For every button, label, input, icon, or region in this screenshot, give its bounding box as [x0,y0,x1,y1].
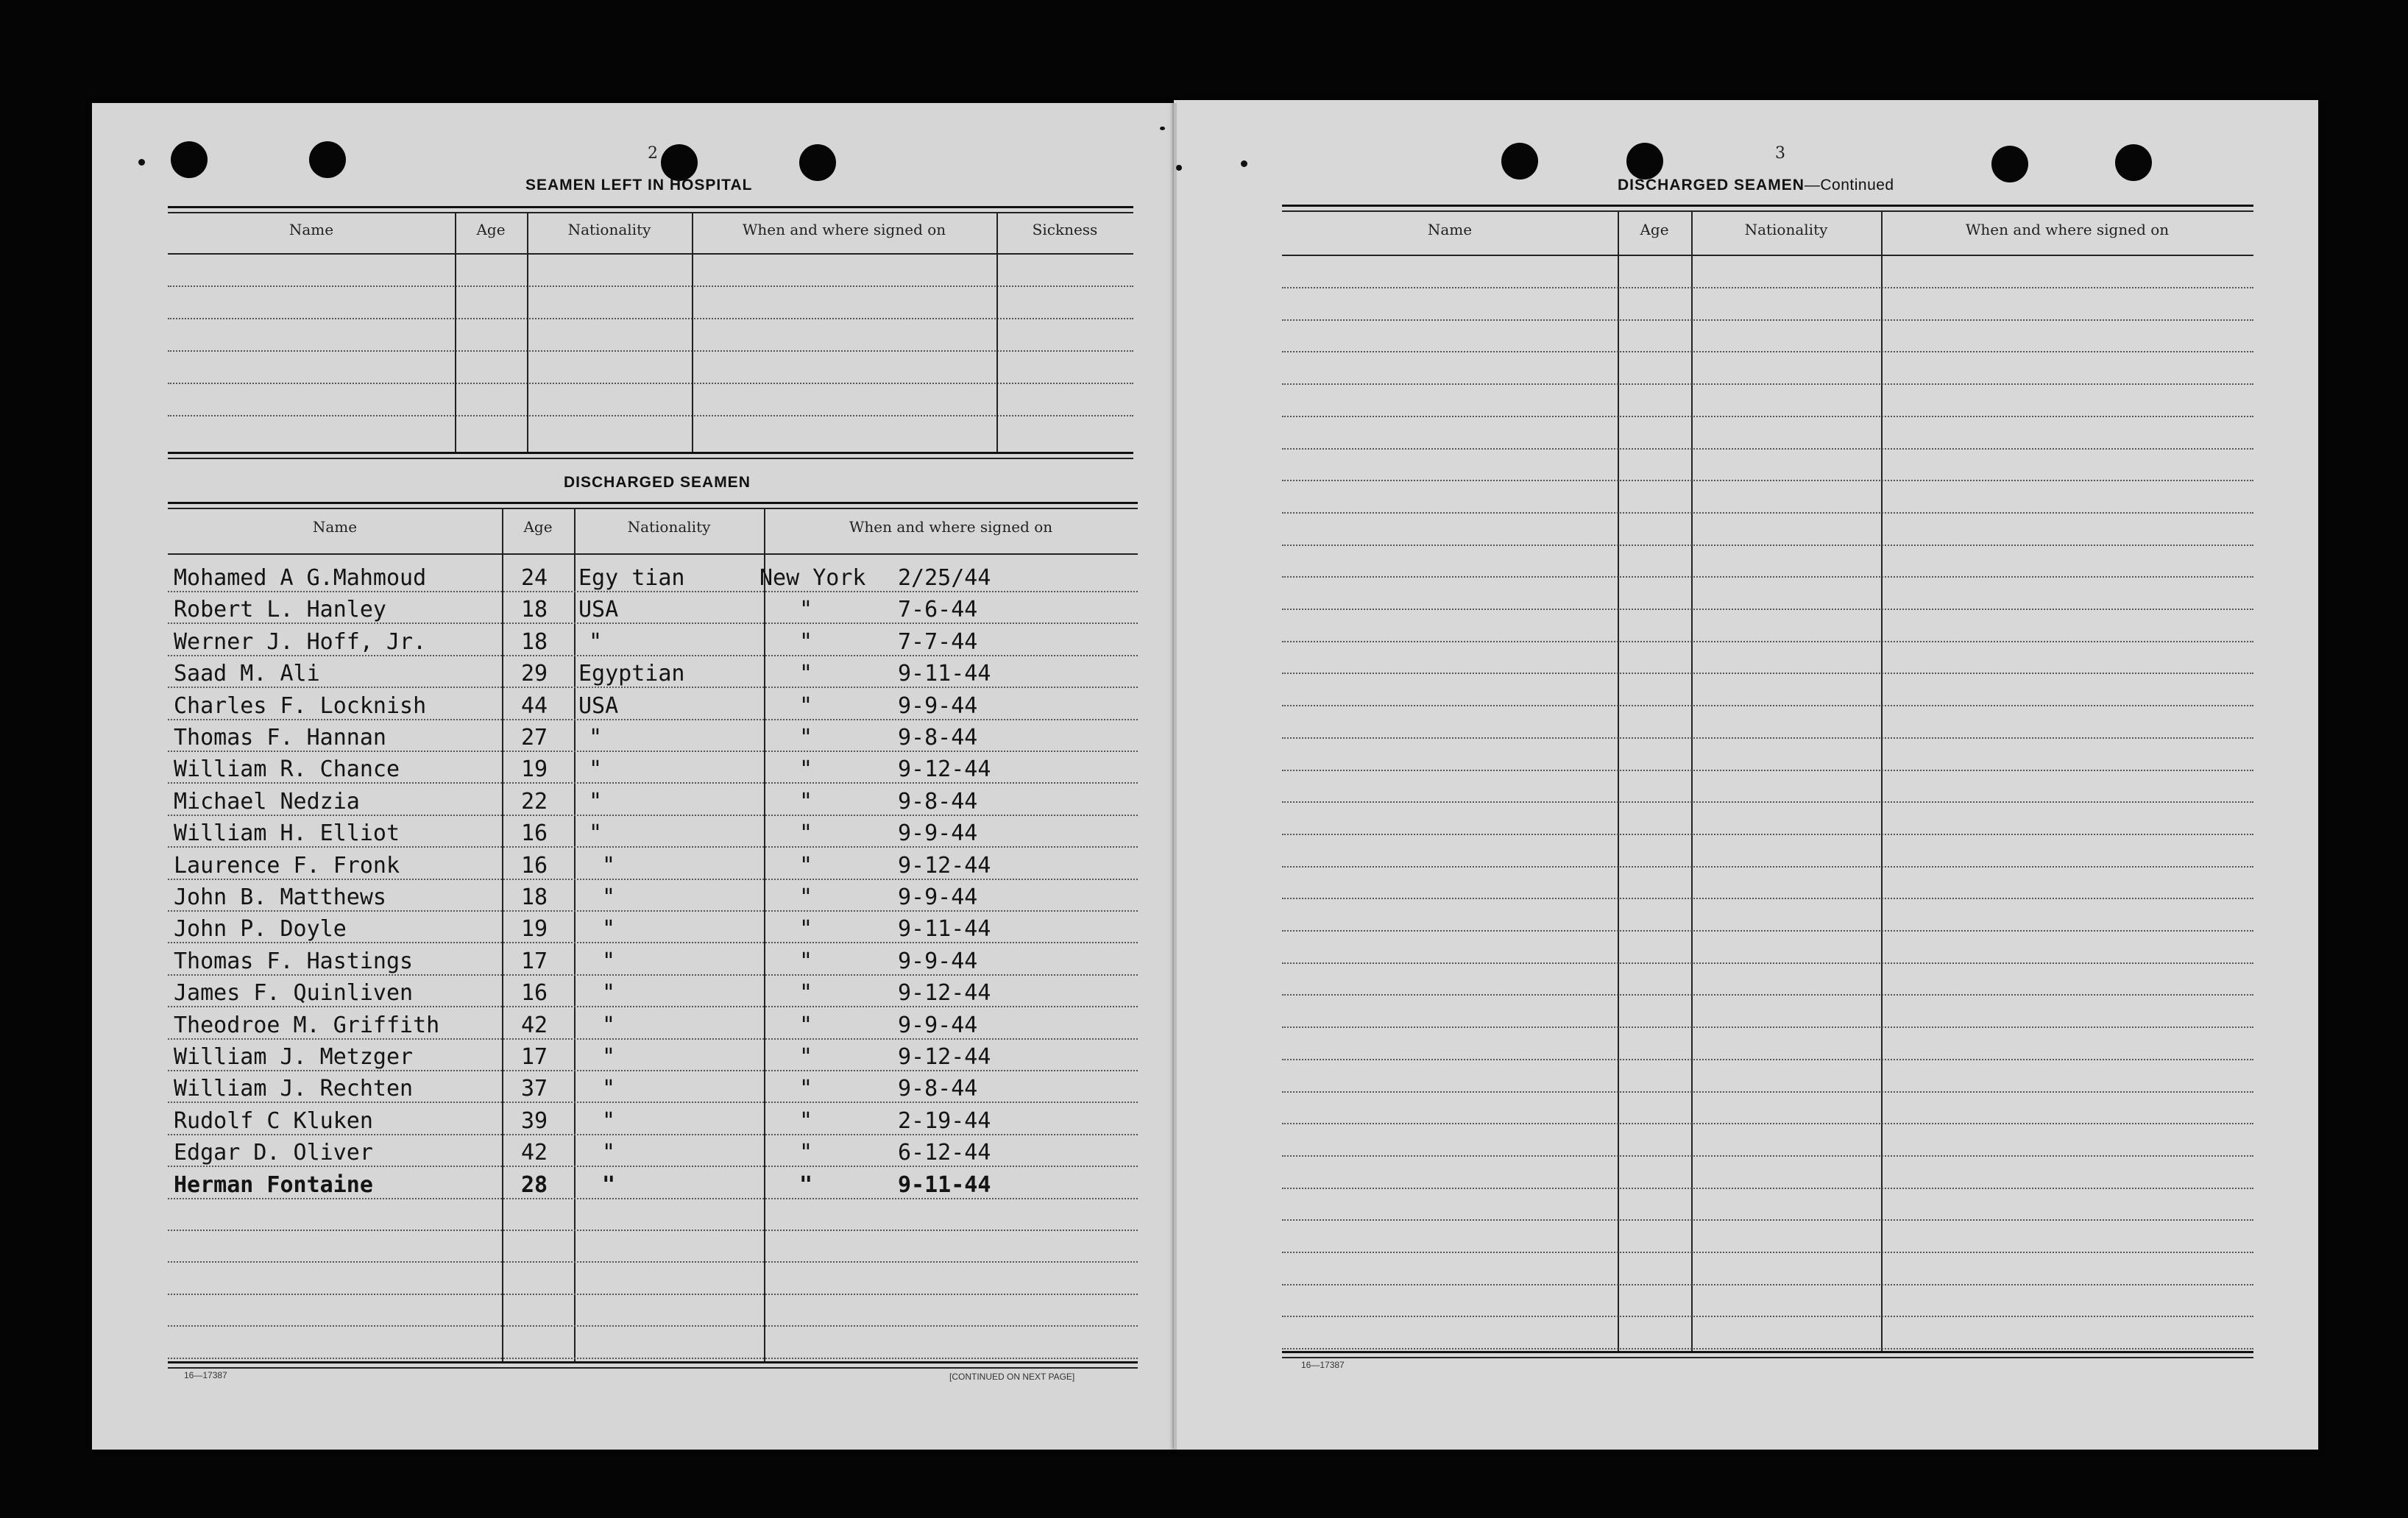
ruled-line [168,815,1138,816]
signed-on-place: " [799,884,813,910]
ruled-line [1282,1252,2253,1253]
seaman-age: 22 [521,789,548,815]
punch-hole [2115,144,2152,181]
signed-on-place: " [799,1108,813,1134]
column-header: Name [312,518,358,536]
ruled-line [168,1325,1138,1327]
ruled-line [1282,383,2253,385]
ruled-line [168,1294,1138,1295]
discharged-section-title: DISCHARGED SEAMEN [564,474,751,491]
ruled-line [1282,319,2253,321]
column-header: Name [288,221,334,238]
punch-hole [1991,146,2028,182]
ruled-line [168,318,1133,319]
seaman-nationality: " [602,916,616,942]
column-divider [764,508,765,1361]
ruled-line [168,719,1138,720]
ruled-line [168,974,1138,976]
rule [168,508,1138,509]
rule [1282,255,2253,256]
signed-on-place: " [799,597,813,623]
seaman-name: John B. Matthews [174,884,386,910]
ruled-line [1282,1059,2253,1060]
seaman-name: Mohamed A G.Mahmoud [174,565,427,591]
punch-hole [1626,143,1663,180]
signed-on-date: 9-12-44 [898,756,991,782]
seaman-name: James F. Quinliven [174,980,414,1006]
ruled-line [168,285,1133,287]
ruled-line [168,782,1138,784]
seaman-nationality: " [602,948,616,974]
seaman-nationality: Egyptian [578,661,685,687]
signed-on-place: " [799,725,813,751]
signed-on-place: " [799,1044,813,1070]
punch-hole [1501,143,1538,180]
ruled-line [1282,994,2253,996]
seaman-nationality: " [589,756,603,782]
ruled-line [1282,737,2253,739]
seaman-nationality: " [602,1012,616,1038]
ruled-line [168,1102,1138,1103]
ruled-line [1282,1284,2253,1285]
signed-on-place: " [799,629,813,655]
ruled-line [168,1198,1138,1199]
column-divider [996,212,998,452]
ruled-line [1282,898,2253,899]
seaman-name: Rudolf C Kluken [174,1108,373,1134]
ruled-line [168,383,1133,384]
seaman-nationality: " [589,725,603,751]
rule [1282,1357,2253,1358]
seaman-name: Laurence F. Fronk [174,853,400,879]
form-number: 16—17387 [1301,1360,1345,1370]
ruled-line [168,350,1133,352]
ruled-line [1282,1219,2253,1221]
ruled-line [1282,512,2253,514]
seaman-name: Werner J. Hoff, Jr. [174,629,427,655]
seaman-age: 17 [521,1044,548,1070]
signed-on-place: " [799,916,813,942]
signed-on-date: 9-9-44 [898,693,978,719]
rule [168,502,1138,504]
signed-on-date: 9-8-44 [898,1076,978,1102]
seaman-nationality: USA [578,693,619,719]
seaman-name: John P. Doyle [174,916,347,942]
seaman-nationality: " [602,1108,616,1134]
seaman-nationality: USA [578,597,619,623]
seaman-age: 17 [521,948,548,974]
ruled-line [168,751,1138,752]
signed-on-date: 6-12-44 [898,1140,991,1166]
ruled-line [168,879,1138,880]
rule [1282,205,2253,207]
ruled-line [1282,416,2253,417]
rule [168,253,1133,255]
seaman-nationality: " [602,1140,616,1166]
column-divider [527,212,528,452]
ruled-line [168,910,1138,912]
punch-hole [309,141,346,178]
signed-on-date: 9-9-44 [898,884,978,910]
ruled-line [168,1261,1138,1263]
signed-on-date: 9-9-44 [898,820,978,846]
rule [1282,210,2253,212]
punch-hole [171,141,208,178]
seaman-nationality: " [602,853,616,879]
speck [1160,127,1165,130]
ruled-line [1282,834,2253,835]
seaman-name: Theodroe M. Griffith [174,1012,440,1038]
ruled-line [168,1358,1138,1359]
page-number: 2 [648,144,658,163]
hospital-section-title: SEAMEN LEFT IN HOSPITAL [525,177,753,194]
ruled-line [168,623,1138,624]
ruled-line [1282,930,2253,932]
ruled-line [168,846,1138,848]
seaman-name: William J. Rechten [174,1076,414,1102]
seaman-age: 42 [521,1140,548,1166]
signed-on-date: 2/25/44 [898,565,991,591]
seaman-nationality: Egy tian [578,565,685,591]
column-header: Age [476,221,506,238]
speck [138,159,145,166]
seaman-name: Michael Nedzia [174,789,360,815]
seaman-age: 19 [521,756,548,782]
ruled-line [1282,866,2253,868]
signed-on-place: New York [759,565,866,591]
column-header: When and where signed on [1965,221,2170,238]
signed-on-place: " [799,1140,813,1166]
ruled-line [1282,1188,2253,1189]
seaman-age: 42 [521,1012,548,1038]
continued-section-title [1618,177,1894,194]
ruled-line [168,1038,1138,1040]
seaman-age: 28 [521,1172,548,1198]
signed-on-date: 9-8-44 [898,789,978,815]
ruled-line [1282,962,2253,964]
signed-on-date: 9-11-44 [898,661,991,687]
signed-on-place: " [799,1172,813,1198]
column-divider [574,508,576,1361]
seaman-nationality: " [589,629,603,655]
ruled-line [1282,1316,2253,1317]
ruled-line [1282,705,2253,706]
signed-on-date: 7-7-44 [898,629,978,655]
signed-on-date: 9-12-44 [898,853,991,879]
seaman-name: William H. Elliot [174,820,400,846]
punch-hole [661,144,698,181]
column-divider [455,212,456,452]
rule [168,452,1133,454]
ruled-line [168,1070,1138,1071]
ruled-line [1282,1026,2253,1028]
rule [168,212,1133,213]
signed-on-place: " [799,756,813,782]
column-header: Nationality [1744,221,1828,238]
signed-on-date: 9-12-44 [898,1044,991,1070]
seaman-nationality: " [589,789,603,815]
ruled-line [1282,801,2253,803]
ruled-line [1282,673,2253,674]
signed-on-place: " [799,980,813,1006]
rule [1282,1351,2253,1353]
seaman-age: 44 [521,693,548,719]
ruled-line [168,1134,1138,1135]
signed-on-date: 9-12-44 [898,980,991,1006]
seaman-nationality: " [602,1076,616,1102]
seaman-age: 18 [521,884,548,910]
ruled-line [168,1166,1138,1167]
section-title-text: DISCHARGED SEAMEN [1618,177,1805,194]
ruled-line [1282,480,2253,481]
signed-on-place: " [799,661,813,687]
column-divider [1618,210,1619,1351]
ruled-line [168,591,1138,592]
signed-on-date: 9-8-44 [898,725,978,751]
ruled-line [168,415,1133,416]
column-header: Sickness [1032,221,1098,238]
signed-on-place: " [799,853,813,879]
signed-on-date: 9-11-44 [898,916,991,942]
seaman-name: Edgar D. Oliver [174,1140,373,1166]
signed-on-place: " [799,693,813,719]
punch-hole [799,144,836,181]
ruled-line [1282,641,2253,642]
page-number: 3 [1775,144,1785,163]
column-header: Age [1640,221,1669,238]
seaman-name: William J. Metzger [174,1044,414,1070]
seaman-age: 27 [521,725,548,751]
signed-on-date: 7-6-44 [898,597,978,623]
ruled-line [1282,1091,2253,1093]
section-title-suffix: —Continued [1804,177,1894,194]
seaman-age: 18 [521,597,548,623]
seaman-age: 18 [521,629,548,655]
ruled-line [1282,287,2253,288]
column-divider [692,212,693,452]
seaman-name: Saad M. Ali [174,661,320,687]
signed-on-place: " [799,820,813,846]
rule [168,553,1138,555]
column-divider [1691,210,1693,1351]
column-header: When and where signed on [742,221,946,238]
seaman-age: 16 [521,853,548,879]
seaman-nationality: " [589,820,603,846]
seaman-name: Thomas F. Hannan [174,725,386,751]
ruled-line [1282,545,2253,546]
ruled-line [1282,1155,2253,1157]
speck [1176,165,1182,171]
signed-on-date: 2-19-44 [898,1108,991,1134]
right-page [1174,100,2318,1450]
column-header: Nationality [627,518,711,536]
seaman-age: 16 [521,820,548,846]
seaman-age: 16 [521,980,548,1006]
column-divider [1881,210,1883,1351]
ruled-line [1282,351,2253,352]
ruled-line [1282,1348,2253,1349]
seaman-nationality: " [602,980,616,1006]
column-header: Age [523,518,553,536]
signed-on-place: " [799,789,813,815]
seaman-name: Robert L. Hanley [174,597,386,623]
signed-on-date: 9-9-44 [898,948,978,974]
ruled-line [168,655,1138,656]
speck [1241,160,1247,167]
ruled-line [168,687,1138,688]
seaman-name: Thomas F. Hastings [174,948,414,974]
column-divider [502,508,503,1361]
ruled-line [1282,609,2253,610]
seaman-name: Charles F. Locknish [174,693,427,719]
seaman-nationality: " [602,884,616,910]
seaman-age: 37 [521,1076,548,1102]
column-header: When and where signed on [849,518,1053,536]
rule [168,458,1133,459]
column-header: Name [1427,221,1473,238]
signed-on-place: " [799,948,813,974]
continued-note: [CONTINUED ON NEXT PAGE] [949,1372,1075,1382]
column-header: Nationality [567,221,651,238]
signed-on-date: 9-9-44 [898,1012,978,1038]
ruled-line [1282,1123,2253,1124]
signed-on-place: " [799,1076,813,1102]
signed-on-place: " [799,1012,813,1038]
ruled-line [1282,448,2253,450]
seaman-name: Herman Fontaine [174,1172,373,1198]
ruled-line [1282,770,2253,771]
seaman-age: 29 [521,661,548,687]
rule [168,206,1133,208]
rule [168,1361,1138,1363]
ruled-line [1282,576,2253,578]
form-number: 16—17387 [184,1370,227,1380]
seaman-age: 19 [521,916,548,942]
rule [168,1367,1138,1369]
seaman-age: 39 [521,1108,548,1134]
ruled-line [168,942,1138,943]
seaman-name: William R. Chance [174,756,400,782]
seaman-nationality: " [602,1044,616,1070]
signed-on-date: 9-11-44 [898,1172,991,1198]
page-gutter [1174,103,1177,1450]
seaman-nationality: " [602,1172,616,1198]
ruled-line [168,1006,1138,1007]
ruled-line [168,1230,1138,1231]
seaman-age: 24 [521,565,548,591]
